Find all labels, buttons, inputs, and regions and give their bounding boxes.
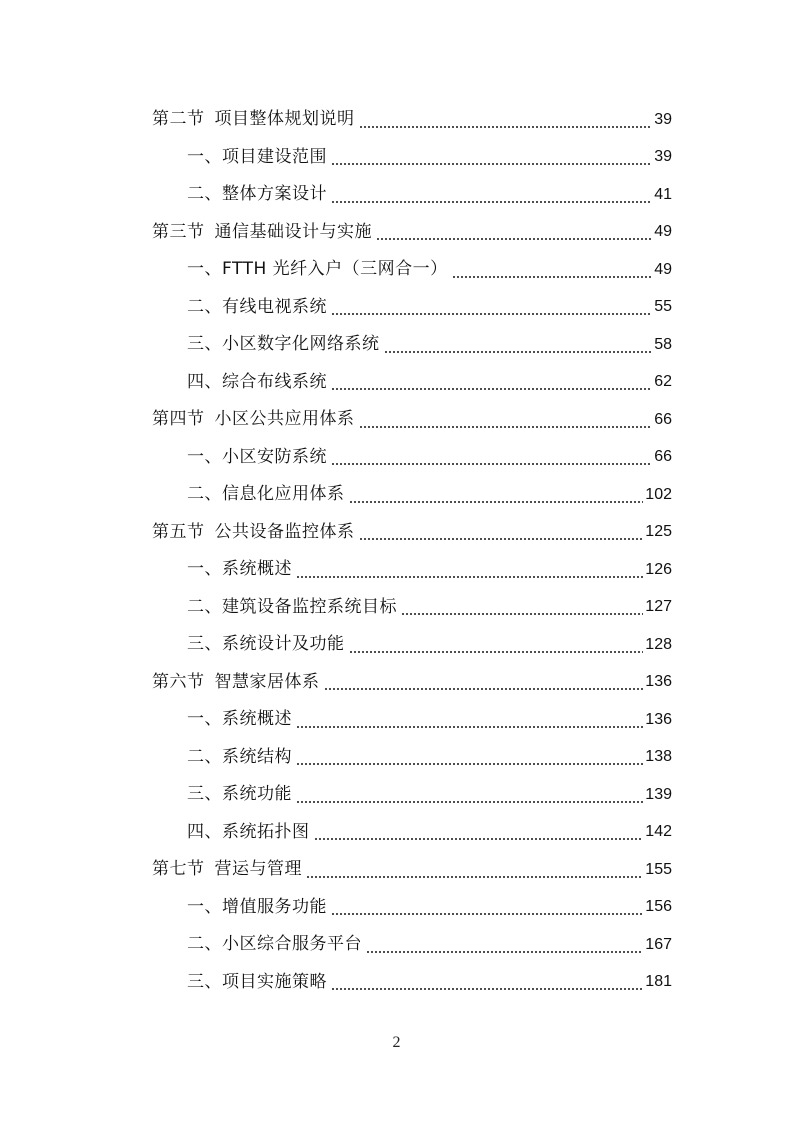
toc-section-entry[interactable] <box>0 514 793 552</box>
toc-entry-prefix: 一、 <box>187 446 222 467</box>
toc-subsection-entry[interactable] <box>0 551 793 589</box>
toc-subsection-entry[interactable] <box>0 964 793 1002</box>
toc-page-number: 39 <box>654 110 672 128</box>
toc-page-number: 102 <box>645 485 672 503</box>
toc-entry-title <box>187 821 310 842</box>
toc-subsection-entry[interactable] <box>0 626 793 664</box>
toc-entry-prefix: 三、 <box>187 334 222 355</box>
toc-entry-prefix: 第六节 <box>152 671 205 692</box>
toc-page-number: 62 <box>654 373 672 391</box>
dot-leader <box>359 426 653 428</box>
toc-entry-prefix: 第三节 <box>152 221 205 242</box>
toc-page-number: 39 <box>654 148 672 166</box>
toc-entry-text: 系统概述 <box>222 709 292 730</box>
dot-leader <box>452 276 653 278</box>
page-number: 2 <box>392 1034 401 1051</box>
toc-entry-title <box>187 296 327 317</box>
toc-entry-prefix: 二、 <box>187 934 222 955</box>
toc-subsection-entry[interactable] <box>0 889 793 927</box>
toc-subsection-entry[interactable] <box>0 739 793 777</box>
toc-subsection-entry[interactable] <box>0 289 793 327</box>
toc-page-number: 139 <box>645 785 672 803</box>
toc-subsection-entry[interactable] <box>0 701 793 739</box>
dot-leader <box>359 126 653 128</box>
toc-entry-text: 系统功能 <box>222 784 292 805</box>
toc-entry-title <box>187 261 448 278</box>
toc-subsection-entry[interactable] <box>0 326 793 364</box>
dot-leader <box>296 801 643 803</box>
toc-entry-title <box>187 636 345 653</box>
toc-entry-prefix: 二、 <box>187 746 222 767</box>
toc-entry-text: 增值服务功能 <box>222 896 327 917</box>
toc-subsection-entry[interactable] <box>0 476 793 514</box>
toc-page-number: 136 <box>645 673 672 691</box>
dot-leader <box>331 163 652 165</box>
table-of-contents <box>0 101 793 1001</box>
toc-subsection-entry[interactable] <box>0 251 793 289</box>
toc-entry-prefix: 三、 <box>187 784 222 805</box>
toc-entry-title <box>187 936 362 953</box>
toc-entry-prefix: 一、 <box>187 259 222 280</box>
toc-entry-text: 系统设计及功能 <box>222 634 345 655</box>
toc-entry-text: 小区公共应用体系 <box>214 409 355 430</box>
toc-entry-title <box>187 186 327 203</box>
toc-section-entry[interactable] <box>0 101 793 139</box>
toc-entry-text: 项目整体规划说明 <box>214 109 355 130</box>
toc-subsection-entry[interactable] <box>0 814 793 852</box>
toc-entry-title <box>152 521 355 542</box>
toc-entry-prefix: 二、 <box>187 484 222 505</box>
toc-entry-prefix: 二、 <box>187 296 222 317</box>
toc-page-number: 49 <box>654 223 672 241</box>
toc-subsection-entry[interactable] <box>0 176 793 214</box>
toc-entry-text: 项目实施策略 <box>222 971 327 992</box>
toc-entry-text: 智慧家居体系 <box>214 671 320 692</box>
toc-entry-title <box>187 371 327 392</box>
toc-entry-text: 建筑设备监控系统目标 <box>222 596 397 617</box>
dot-leader <box>296 576 643 578</box>
dot-leader <box>296 763 643 765</box>
dot-leader <box>324 688 644 690</box>
toc-section-entry[interactable] <box>0 851 793 889</box>
toc-entry-title <box>187 786 292 803</box>
toc-page-number: 155 <box>645 860 672 878</box>
toc-entry-text: 营运与管理 <box>214 859 302 880</box>
toc-page-number: 142 <box>645 823 672 841</box>
toc-entry-title <box>152 671 320 692</box>
toc-entry-prefix: 一、 <box>187 709 222 730</box>
toc-page-number: 58 <box>654 335 672 353</box>
dot-leader <box>331 201 652 203</box>
toc-subsection-entry[interactable] <box>0 139 793 177</box>
dot-leader <box>331 913 643 915</box>
toc-entry-prefix: 二、 <box>187 184 222 205</box>
toc-entry-title <box>187 336 380 353</box>
toc-entry-title <box>187 561 292 578</box>
toc-page-number: 136 <box>645 710 672 728</box>
toc-entry-prefix: 第七节 <box>152 859 205 880</box>
toc-subsection-entry[interactable] <box>0 926 793 964</box>
toc-entry-text: 信息化应用体系 <box>222 484 345 505</box>
toc-entry-title <box>187 596 397 617</box>
toc-entry-text: FTTH 光纤入户（三网合一） <box>222 259 448 280</box>
toc-entry-title <box>152 111 355 128</box>
toc-page-number: 125 <box>645 523 672 541</box>
dot-leader <box>306 876 643 878</box>
toc-page-number: 126 <box>645 560 672 578</box>
dot-leader <box>359 538 644 540</box>
toc-entry-prefix: 一、 <box>187 146 222 167</box>
toc-section-entry[interactable] <box>0 214 793 252</box>
toc-entry-title <box>187 746 292 767</box>
toc-entry-title <box>187 446 327 467</box>
toc-page-number: 128 <box>645 635 672 653</box>
toc-page-number: 181 <box>645 973 672 991</box>
toc-entry-title <box>187 896 327 917</box>
toc-section-entry[interactable] <box>0 664 793 702</box>
toc-entry-text: 综合布线系统 <box>222 371 327 392</box>
toc-entry-text: 通信基础设计与实施 <box>214 221 372 242</box>
toc-entry-text: 有线电视系统 <box>222 296 327 317</box>
toc-entry-title <box>187 486 345 503</box>
toc-entry-prefix: 四、 <box>187 371 222 392</box>
dot-leader <box>331 988 643 990</box>
toc-entry-prefix: 一、 <box>187 559 222 580</box>
dot-leader <box>349 501 644 503</box>
toc-entry-prefix: 第二节 <box>152 109 205 130</box>
toc-entry-text: 系统结构 <box>222 746 292 767</box>
toc-entry-text: 系统概述 <box>222 559 292 580</box>
toc-page-number: 55 <box>654 298 672 316</box>
toc-entry-prefix: 第五节 <box>152 521 205 542</box>
toc-page-number: 127 <box>645 598 672 616</box>
dot-leader <box>376 238 652 240</box>
dot-leader <box>331 388 652 390</box>
toc-subsection-entry[interactable] <box>0 776 793 814</box>
dot-leader <box>314 838 644 840</box>
toc-subsection-entry[interactable] <box>0 364 793 402</box>
toc-entry-text: 系统拓扑图 <box>222 821 310 842</box>
toc-entry-text: 公共设备监控体系 <box>214 521 355 542</box>
toc-entry-title <box>187 971 327 992</box>
toc-page-number: 49 <box>654 260 672 278</box>
toc-entry-text: 小区安防系统 <box>222 446 327 467</box>
toc-entry-prefix: 三、 <box>187 971 222 992</box>
dot-leader <box>366 951 643 953</box>
toc-entry-title <box>152 861 302 878</box>
toc-page-number: 66 <box>654 410 672 428</box>
toc-entry-text: 小区数字化网络系统 <box>222 334 380 355</box>
toc-entry-title <box>187 711 292 728</box>
toc-entry-prefix: 二、 <box>187 596 222 617</box>
dot-leader <box>331 313 652 315</box>
toc-page-number: 138 <box>645 748 672 766</box>
toc-section-entry[interactable] <box>0 401 793 439</box>
dot-leader <box>349 651 644 653</box>
toc-subsection-entry[interactable] <box>0 439 793 477</box>
toc-entry-prefix: 三、 <box>187 634 222 655</box>
toc-subsection-entry[interactable] <box>0 589 793 627</box>
toc-entry-text: 整体方案设计 <box>222 184 327 205</box>
toc-entry-title <box>152 221 372 242</box>
toc-page-number: 41 <box>654 185 672 203</box>
dot-leader <box>384 351 653 353</box>
toc-entry-title <box>187 146 327 167</box>
toc-page-number: 66 <box>654 448 672 466</box>
dot-leader <box>331 463 652 465</box>
toc-page-number: 167 <box>645 935 672 953</box>
toc-entry-text: 小区综合服务平台 <box>222 934 362 955</box>
dot-leader <box>401 613 643 615</box>
dot-leader <box>296 726 643 728</box>
toc-entry-prefix: 第四节 <box>152 409 205 430</box>
toc-page-number: 156 <box>645 898 672 916</box>
toc-entry-title <box>152 411 355 428</box>
toc-entry-text: 项目建设范围 <box>222 146 327 167</box>
toc-entry-prefix: 一、 <box>187 896 222 917</box>
toc-entry-prefix: 四、 <box>187 821 222 842</box>
